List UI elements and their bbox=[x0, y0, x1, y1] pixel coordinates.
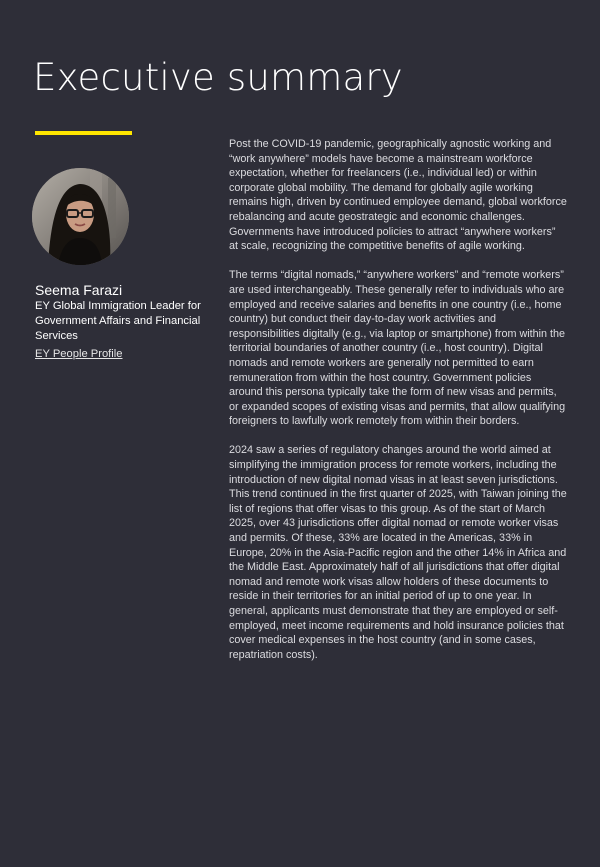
paragraph-regulatory-changes: 2024 saw a series of regulatory changes around the world aimed at simplifying the immigration process for remote workers, including the introduction of new digital nomad visas in at least seven jurisdictions. This trend continued in the first quarter of 2025, with Taiwan joining the list of regions that offer visas to this group. As of the start of March 2025, over 43 jurisdictions offer digital nomad or remote worker visas and permits. Of these, 33% are located in the Americas, 33% in Europe, 20% in the Asia-Pacific region and the other 14% in Africa and the Middle East. Approximately half of all jurisdictions that offer digital nomad and remote work visas allow holders of these documents to reside in their territories for an initial period of up to one year. In general, applicants must demonstrate that they are employed or self-employed, meet income requirements and hold insurance policies that cover medical expenses in the host country (and in some cases, repatriation costs). bbox=[229, 444, 567, 661]
page-title: Executive summary bbox=[33, 56, 403, 99]
accent-bar bbox=[35, 131, 132, 135]
author-role: EY Global Immigration Leader for Government Affairs and Financial Services bbox=[35, 300, 201, 343]
paragraph-definitions: The terms “digital nomads,” “anywhere workers” and “remote workers” are used interchangeably. These generally refer to individuals who are employed and receive salaries and benefits in one country (i.e., home country) but conduct their day-to-day work activities and responsibilities digitally (e.g., via laptop or smartphone) from within the territorial boundaries of another country (i.e., host country). Digital nomads and remote workers are generally not permitted to earn remuneration from within the host country. Government policies around this persona typically take the form of new visas and permits, or expanded scopes of existing visas and permits, that allow qualifying foreigners to lawfully work remotely from within their borders. bbox=[229, 269, 566, 428]
people-profile-link[interactable]: EY People Profile bbox=[35, 348, 123, 360]
author-avatar bbox=[32, 168, 129, 265]
paragraph-intro: Post the COVID-19 pandemic, geographically agnostic working and “work anywhere” models have become a mainstream workforce expectation, whether for freelancers (i.e., individual led) or within corporate global mobility. The demand for globally agile working remains high, driven by continued employee demand, global workforce rebalancing and acute geostrategic and economic challenges. Governments have introduced policies to attract “anywhere workers” at scale, recognizing the competitive benefits of agile working. bbox=[229, 138, 567, 253]
author-name: Seema Farazi bbox=[35, 282, 123, 298]
summary-body bbox=[229, 137, 567, 677]
portrait-image bbox=[32, 168, 129, 265]
